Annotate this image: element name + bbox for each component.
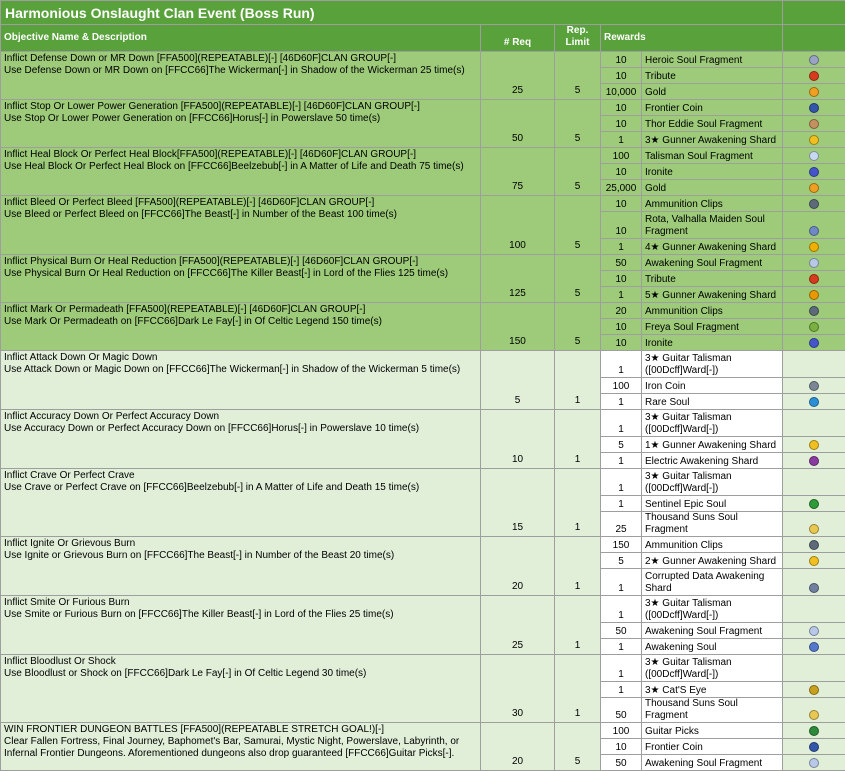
repeat-limit: 5 — [555, 148, 601, 196]
gunner-shard-icon — [809, 556, 819, 566]
reward-quantity: 10 — [601, 335, 642, 351]
reward-icon-cell — [783, 723, 845, 739]
objective-detail: Use Ignite or Grievous Burn on [FFCC66]The Beast[-] in Number of the Beast 20 time(s) — [4, 550, 477, 562]
reward-name: 5★ Gunner Awakening Shard — [642, 287, 783, 303]
reward-icon-cell — [783, 569, 845, 596]
reward-name: 3★ Gunner Awakening Shard — [642, 132, 783, 148]
reward-row — [1, 596, 845, 623]
objective-detail: Use Accuracy Down or Perfect Accuracy Down on [FFCC66]Horus[-] in Powerslave 10 time(s) — [4, 423, 477, 435]
repeat-limit: 1 — [555, 469, 601, 537]
gold-icon — [809, 183, 819, 193]
required-count: 20 — [481, 723, 555, 771]
ammunition-icon — [809, 306, 819, 316]
reward-row — [1, 469, 845, 496]
objective-description — [1, 723, 481, 771]
reward-name: Tribute — [642, 68, 783, 84]
reward-icon-cell — [783, 255, 845, 271]
reward-quantity: 1 — [601, 569, 642, 596]
reward-name: 3★ Guitar Talisman ([00Dcff]Ward[-]) — [642, 469, 783, 496]
header-rewards: Rewards — [601, 25, 783, 52]
reward-icon-cell — [783, 148, 845, 164]
reward-quantity: 1 — [601, 351, 642, 378]
repeat-limit: 5 — [555, 100, 601, 148]
reward-quantity: 5 — [601, 553, 642, 569]
reward-name: Ammunition Clips — [642, 537, 783, 553]
reward-quantity: 1 — [601, 132, 642, 148]
reward-quantity: 10 — [601, 319, 642, 335]
objective-detail: Use Physical Burn Or Heal Reduction on [FFCC66]The Killer Beast[-] in Lord of the Flies 125 time(s) — [4, 268, 477, 280]
awakening-soul-icon — [809, 642, 819, 652]
reward-row — [1, 52, 845, 68]
rota-soul-icon — [809, 226, 819, 236]
title-spacer — [783, 1, 845, 25]
frontier-coin-icon — [809, 742, 819, 752]
objective-detail: Use Heal Block Or Perfect Heal Block on [FFCC66]Beelzebub[-] in A Matter of Life and Death 75 time(s) — [4, 161, 477, 173]
objective-name: Inflict Bloodlust Or Shock — [4, 656, 477, 668]
ironite-icon — [809, 338, 819, 348]
tribute-icon — [809, 274, 819, 284]
reward-icon-cell — [783, 453, 845, 469]
reward-name: Thousand Suns Soul Fragment — [642, 512, 783, 537]
reward-icon-cell — [783, 239, 845, 255]
reward-quantity: 1 — [601, 453, 642, 469]
required-count: 25 — [481, 596, 555, 655]
talisman-soul-icon — [809, 151, 819, 161]
reward-quantity: 50 — [601, 698, 642, 723]
repeat-limit: 5 — [555, 52, 601, 100]
repeat-limit: 1 — [555, 351, 601, 410]
reward-row — [1, 723, 845, 739]
reward-quantity: 10 — [601, 739, 642, 755]
awakening-soul-icon — [809, 626, 819, 636]
reward-quantity: 5 — [601, 437, 642, 453]
required-count: 15 — [481, 469, 555, 537]
reward-icon-cell — [783, 180, 845, 196]
reward-quantity: 1 — [601, 287, 642, 303]
reward-quantity: 1 — [601, 496, 642, 512]
repeat-limit: 5 — [555, 196, 601, 255]
objective-name: Inflict Attack Down Or Magic Down — [4, 352, 477, 364]
required-count: 50 — [481, 100, 555, 148]
corrupted-shard-icon — [809, 583, 819, 593]
header-icon — [783, 25, 845, 52]
reward-name: Frontier Coin — [642, 739, 783, 755]
header-limit: Rep. Limit — [555, 25, 601, 52]
reward-quantity: 1 — [601, 394, 642, 410]
thousand-suns-icon — [809, 710, 819, 720]
header-objective: Objective Name & Description — [1, 25, 481, 52]
reward-icon-cell — [783, 537, 845, 553]
repeat-limit: 1 — [555, 410, 601, 469]
ironite-icon — [809, 167, 819, 177]
reward-icon-cell — [783, 378, 845, 394]
reward-icon-cell — [783, 682, 845, 698]
reward-quantity: 25 — [601, 512, 642, 537]
reward-quantity: 1 — [601, 469, 642, 496]
reward-icon-cell — [783, 623, 845, 639]
reward-name: Gold — [642, 84, 783, 100]
reward-name: Awakening Soul Fragment — [642, 623, 783, 639]
header-req: # Req — [481, 25, 555, 52]
reward-quantity: 20 — [601, 303, 642, 319]
reward-icon-cell — [783, 319, 845, 335]
reward-icon-cell — [783, 52, 845, 68]
reward-name: Iron Coin — [642, 378, 783, 394]
objective-name: Inflict Bleed Or Perfect Bleed [FFA500](REPEATABLE)[-] [46D60F]CLAN GROUP[-] — [4, 197, 477, 209]
objective-detail: Use Mark Or Permadeath on [FFCC66]Dark Le Fay[-] in Of Celtic Legend 150 time(s) — [4, 316, 477, 328]
reward-icon-cell — [783, 196, 845, 212]
header-row — [1, 25, 845, 52]
objective-description — [1, 303, 481, 351]
objective-description — [1, 196, 481, 255]
reward-name: Awakening Soul — [642, 639, 783, 655]
reward-icon-cell — [783, 639, 845, 655]
reward-quantity: 10 — [601, 68, 642, 84]
required-count: 100 — [481, 196, 555, 255]
page-title: Harmonious Onslaught Clan Event (Boss Run) — [1, 1, 783, 25]
reward-icon-cell — [783, 553, 845, 569]
thor-eddie-icon — [809, 119, 819, 129]
reward-name: Freya Soul Fragment — [642, 319, 783, 335]
reward-quantity: 1 — [601, 410, 642, 437]
reward-icon-cell — [783, 303, 845, 319]
reward-quantity: 1 — [601, 239, 642, 255]
ammunition-icon — [809, 199, 819, 209]
reward-name: 3★ Guitar Talisman ([00Dcff]Ward[-]) — [642, 410, 783, 437]
reward-name: Ironite — [642, 335, 783, 351]
reward-quantity: 100 — [601, 148, 642, 164]
reward-quantity: 50 — [601, 255, 642, 271]
reward-icon-cell — [783, 164, 845, 180]
reward-icon-cell — [783, 287, 845, 303]
reward-quantity: 1 — [601, 655, 642, 682]
reward-name: Heroic Soul Fragment — [642, 52, 783, 68]
reward-icon-cell — [783, 100, 845, 116]
reward-quantity: 100 — [601, 723, 642, 739]
reward-row — [1, 351, 845, 378]
reward-name: Thousand Suns Soul Fragment — [642, 698, 783, 723]
reward-name: Rota, Valhalla Maiden Soul Fragment — [642, 212, 783, 239]
objective-name: Inflict Heal Block Or Perfect Heal Block[FFA500](REPEATABLE)[-] [46D60F]CLAN GROUP[-] — [4, 149, 477, 161]
objective-detail: Use Crave or Perfect Crave on [FFCC66]Beelzebub[-] in A Matter of Life and Death 15 time(s) — [4, 482, 477, 494]
objective-name: Inflict Defense Down or MR Down [FFA500](REPEATABLE)[-] [46D60F]CLAN GROUP[-] — [4, 53, 477, 65]
reward-name: Tribute — [642, 271, 783, 287]
heroic-soul-icon — [809, 55, 819, 65]
objective-name: Inflict Mark Or Permadeath [FFA500](REPEATABLE)[-] [46D60F]CLAN GROUP[-] — [4, 304, 477, 316]
freya-soul-icon — [809, 322, 819, 332]
required-count: 30 — [481, 655, 555, 723]
objective-name: Inflict Crave Or Perfect Crave — [4, 470, 477, 482]
awakening-soul-icon — [809, 758, 819, 768]
reward-name: Guitar Picks — [642, 723, 783, 739]
reward-name: Talisman Soul Fragment — [642, 148, 783, 164]
objective-description — [1, 469, 481, 537]
reward-icon-cell — [783, 394, 845, 410]
reward-row — [1, 410, 845, 437]
reward-icon-cell — [783, 271, 845, 287]
objective-description — [1, 655, 481, 723]
reward-quantity: 10 — [601, 271, 642, 287]
thousand-suns-icon — [809, 524, 819, 534]
rare-soul-icon — [809, 397, 819, 407]
objective-detail: Use Smite or Furious Burn on [FFCC66]The Killer Beast[-] in Lord of the Flies 25 time(s) — [4, 609, 477, 621]
reward-icon-cell — [783, 469, 845, 496]
repeat-limit: 5 — [555, 303, 601, 351]
objective-name: Inflict Physical Burn Or Heal Reduction [FFA500](REPEATABLE)[-] [46D60F]CLAN GROUP[-] — [4, 256, 477, 268]
reward-icon-cell — [783, 655, 845, 682]
reward-row — [1, 255, 845, 271]
reward-name: Ammunition Clips — [642, 196, 783, 212]
required-count: 20 — [481, 537, 555, 596]
reward-icon-cell — [783, 410, 845, 437]
reward-row — [1, 655, 845, 682]
reward-name: Frontier Coin — [642, 100, 783, 116]
objective-description — [1, 410, 481, 469]
reward-name: Rare Soul — [642, 394, 783, 410]
reward-quantity: 1 — [601, 639, 642, 655]
reward-name: Thor Eddie Soul Fragment — [642, 116, 783, 132]
reward-quantity: 25,000 — [601, 180, 642, 196]
repeat-limit: 5 — [555, 255, 601, 303]
reward-name: Awakening Soul Fragment — [642, 255, 783, 271]
objective-description — [1, 351, 481, 410]
reward-icon-cell — [783, 698, 845, 723]
reward-quantity: 10 — [601, 52, 642, 68]
repeat-limit: 1 — [555, 655, 601, 723]
required-count: 10 — [481, 410, 555, 469]
reward-name: 4★ Gunner Awakening Shard — [642, 239, 783, 255]
objective-detail: Use Bleed or Perfect Bleed on [FFCC66]The Beast[-] in Number of the Beast 100 time(s) — [4, 209, 477, 221]
objective-name: Inflict Smite Or Furious Burn — [4, 597, 477, 609]
reward-name: Electric Awakening Shard — [642, 453, 783, 469]
sentinel-soul-icon — [809, 499, 819, 509]
reward-name: Ironite — [642, 164, 783, 180]
reward-icon-cell — [783, 755, 845, 771]
iron-coin-icon — [809, 381, 819, 391]
electric-shard-icon — [809, 456, 819, 466]
reward-quantity: 100 — [601, 378, 642, 394]
reward-quantity: 150 — [601, 537, 642, 553]
reward-icon-cell — [783, 351, 845, 378]
ammunition-icon — [809, 540, 819, 550]
required-count: 75 — [481, 148, 555, 196]
gunner-shard-icon — [809, 135, 819, 145]
reward-quantity: 10 — [601, 164, 642, 180]
gold-icon — [809, 87, 819, 97]
awakening-soul-icon — [809, 258, 819, 268]
objective-description — [1, 255, 481, 303]
reward-name: 3★ Guitar Talisman ([00Dcff]Ward[-]) — [642, 351, 783, 378]
reward-name: Gold — [642, 180, 783, 196]
reward-icon-cell — [783, 739, 845, 755]
reward-icon-cell — [783, 596, 845, 623]
reward-icon-cell — [783, 68, 845, 84]
objective-description — [1, 596, 481, 655]
required-count: 25 — [481, 52, 555, 100]
reward-name: Awakening Soul Fragment — [642, 755, 783, 771]
repeat-limit: 1 — [555, 537, 601, 596]
objective-name: Inflict Accuracy Down Or Perfect Accuracy Down — [4, 411, 477, 423]
objective-detail: Use Stop Or Lower Power Generation on [FFCC66]Horus[-] in Powerslave 50 time(s) — [4, 113, 477, 125]
reward-row — [1, 196, 845, 212]
repeat-limit: 5 — [555, 723, 601, 771]
objective-detail: Use Defense Down or MR Down on [FFCC66]The Wickerman[-] in Shadow of the Wickerman 25 time(s) — [4, 65, 477, 77]
guitar-pick-icon — [809, 726, 819, 736]
objective-description — [1, 537, 481, 596]
reward-icon-cell — [783, 116, 845, 132]
reward-name: 3★ Guitar Talisman ([00Dcff]Ward[-]) — [642, 655, 783, 682]
reward-icon-cell — [783, 212, 845, 239]
objective-detail: Use Bloodlust or Shock on [FFCC66]Dark Le Fay[-] in Of Celtic Legend 30 time(s) — [4, 668, 477, 680]
reward-quantity: 10 — [601, 212, 642, 239]
objective-detail: Use Attack Down or Magic Down on [FFCC66]The Wickerman[-] in Shadow of the Wickerman 5 time(s) — [4, 364, 477, 376]
reward-row — [1, 303, 845, 319]
required-count: 125 — [481, 255, 555, 303]
reward-row — [1, 100, 845, 116]
objective-description — [1, 100, 481, 148]
required-count: 150 — [481, 303, 555, 351]
reward-quantity: 1 — [601, 596, 642, 623]
required-count: 5 — [481, 351, 555, 410]
reward-icon-cell — [783, 512, 845, 537]
objective-detail: Clear Fallen Fortress, Final Journey, Baphomet's Bar, Samurai, Mystic Night, Powerslave, Labyrinth, or — [4, 736, 477, 748]
reward-quantity: 1 — [601, 682, 642, 698]
reward-icon-cell — [783, 496, 845, 512]
reward-name: Corrupted Data Awakening Shard — [642, 569, 783, 596]
reward-icon-cell — [783, 132, 845, 148]
reward-name: Sentinel Epic Soul — [642, 496, 783, 512]
cats-eye-icon — [809, 685, 819, 695]
gunner-shard-icon — [809, 242, 819, 252]
reward-icon-cell — [783, 335, 845, 351]
reward-name: 3★ Cat'S Eye — [642, 682, 783, 698]
reward-icon-cell — [783, 84, 845, 100]
reward-name: 3★ Guitar Talisman ([00Dcff]Ward[-]) — [642, 596, 783, 623]
objective-description — [1, 52, 481, 100]
reward-name: Ammunition Clips — [642, 303, 783, 319]
objective-description — [1, 148, 481, 196]
reward-quantity: 50 — [601, 755, 642, 771]
gunner-shard-icon — [809, 290, 819, 300]
objective-detail-cont: Infernal Frontier Dungeons. Aforementioned dungeons also drop guaranteed [FFCC66]Guitar Picks[-]. — [4, 748, 477, 760]
reward-quantity: 10 — [601, 196, 642, 212]
reward-quantity: 10 — [601, 100, 642, 116]
objective-name: WIN FRONTIER DUNGEON BATTLES [FFA500](REPEATABLE STRETCH GOAL!)[-] — [4, 724, 477, 736]
reward-name: 1★ Gunner Awakening Shard — [642, 437, 783, 453]
reward-name: 2★ Gunner Awakening Shard — [642, 553, 783, 569]
repeat-limit: 1 — [555, 596, 601, 655]
reward-row — [1, 537, 845, 553]
reward-quantity: 10 — [601, 116, 642, 132]
reward-icon-cell — [783, 437, 845, 453]
frontier-coin-icon — [809, 103, 819, 113]
tribute-icon — [809, 71, 819, 81]
reward-quantity: 10,000 — [601, 84, 642, 100]
reward-quantity: 50 — [601, 623, 642, 639]
objective-name: Inflict Stop Or Lower Power Generation [FFA500](REPEATABLE)[-] [46D60F]CLAN GROUP[-] — [4, 101, 477, 113]
gunner-shard-icon — [809, 440, 819, 450]
title-row — [1, 1, 845, 25]
reward-row — [1, 148, 845, 164]
objective-name: Inflict Ignite Or Grievous Burn — [4, 538, 477, 550]
